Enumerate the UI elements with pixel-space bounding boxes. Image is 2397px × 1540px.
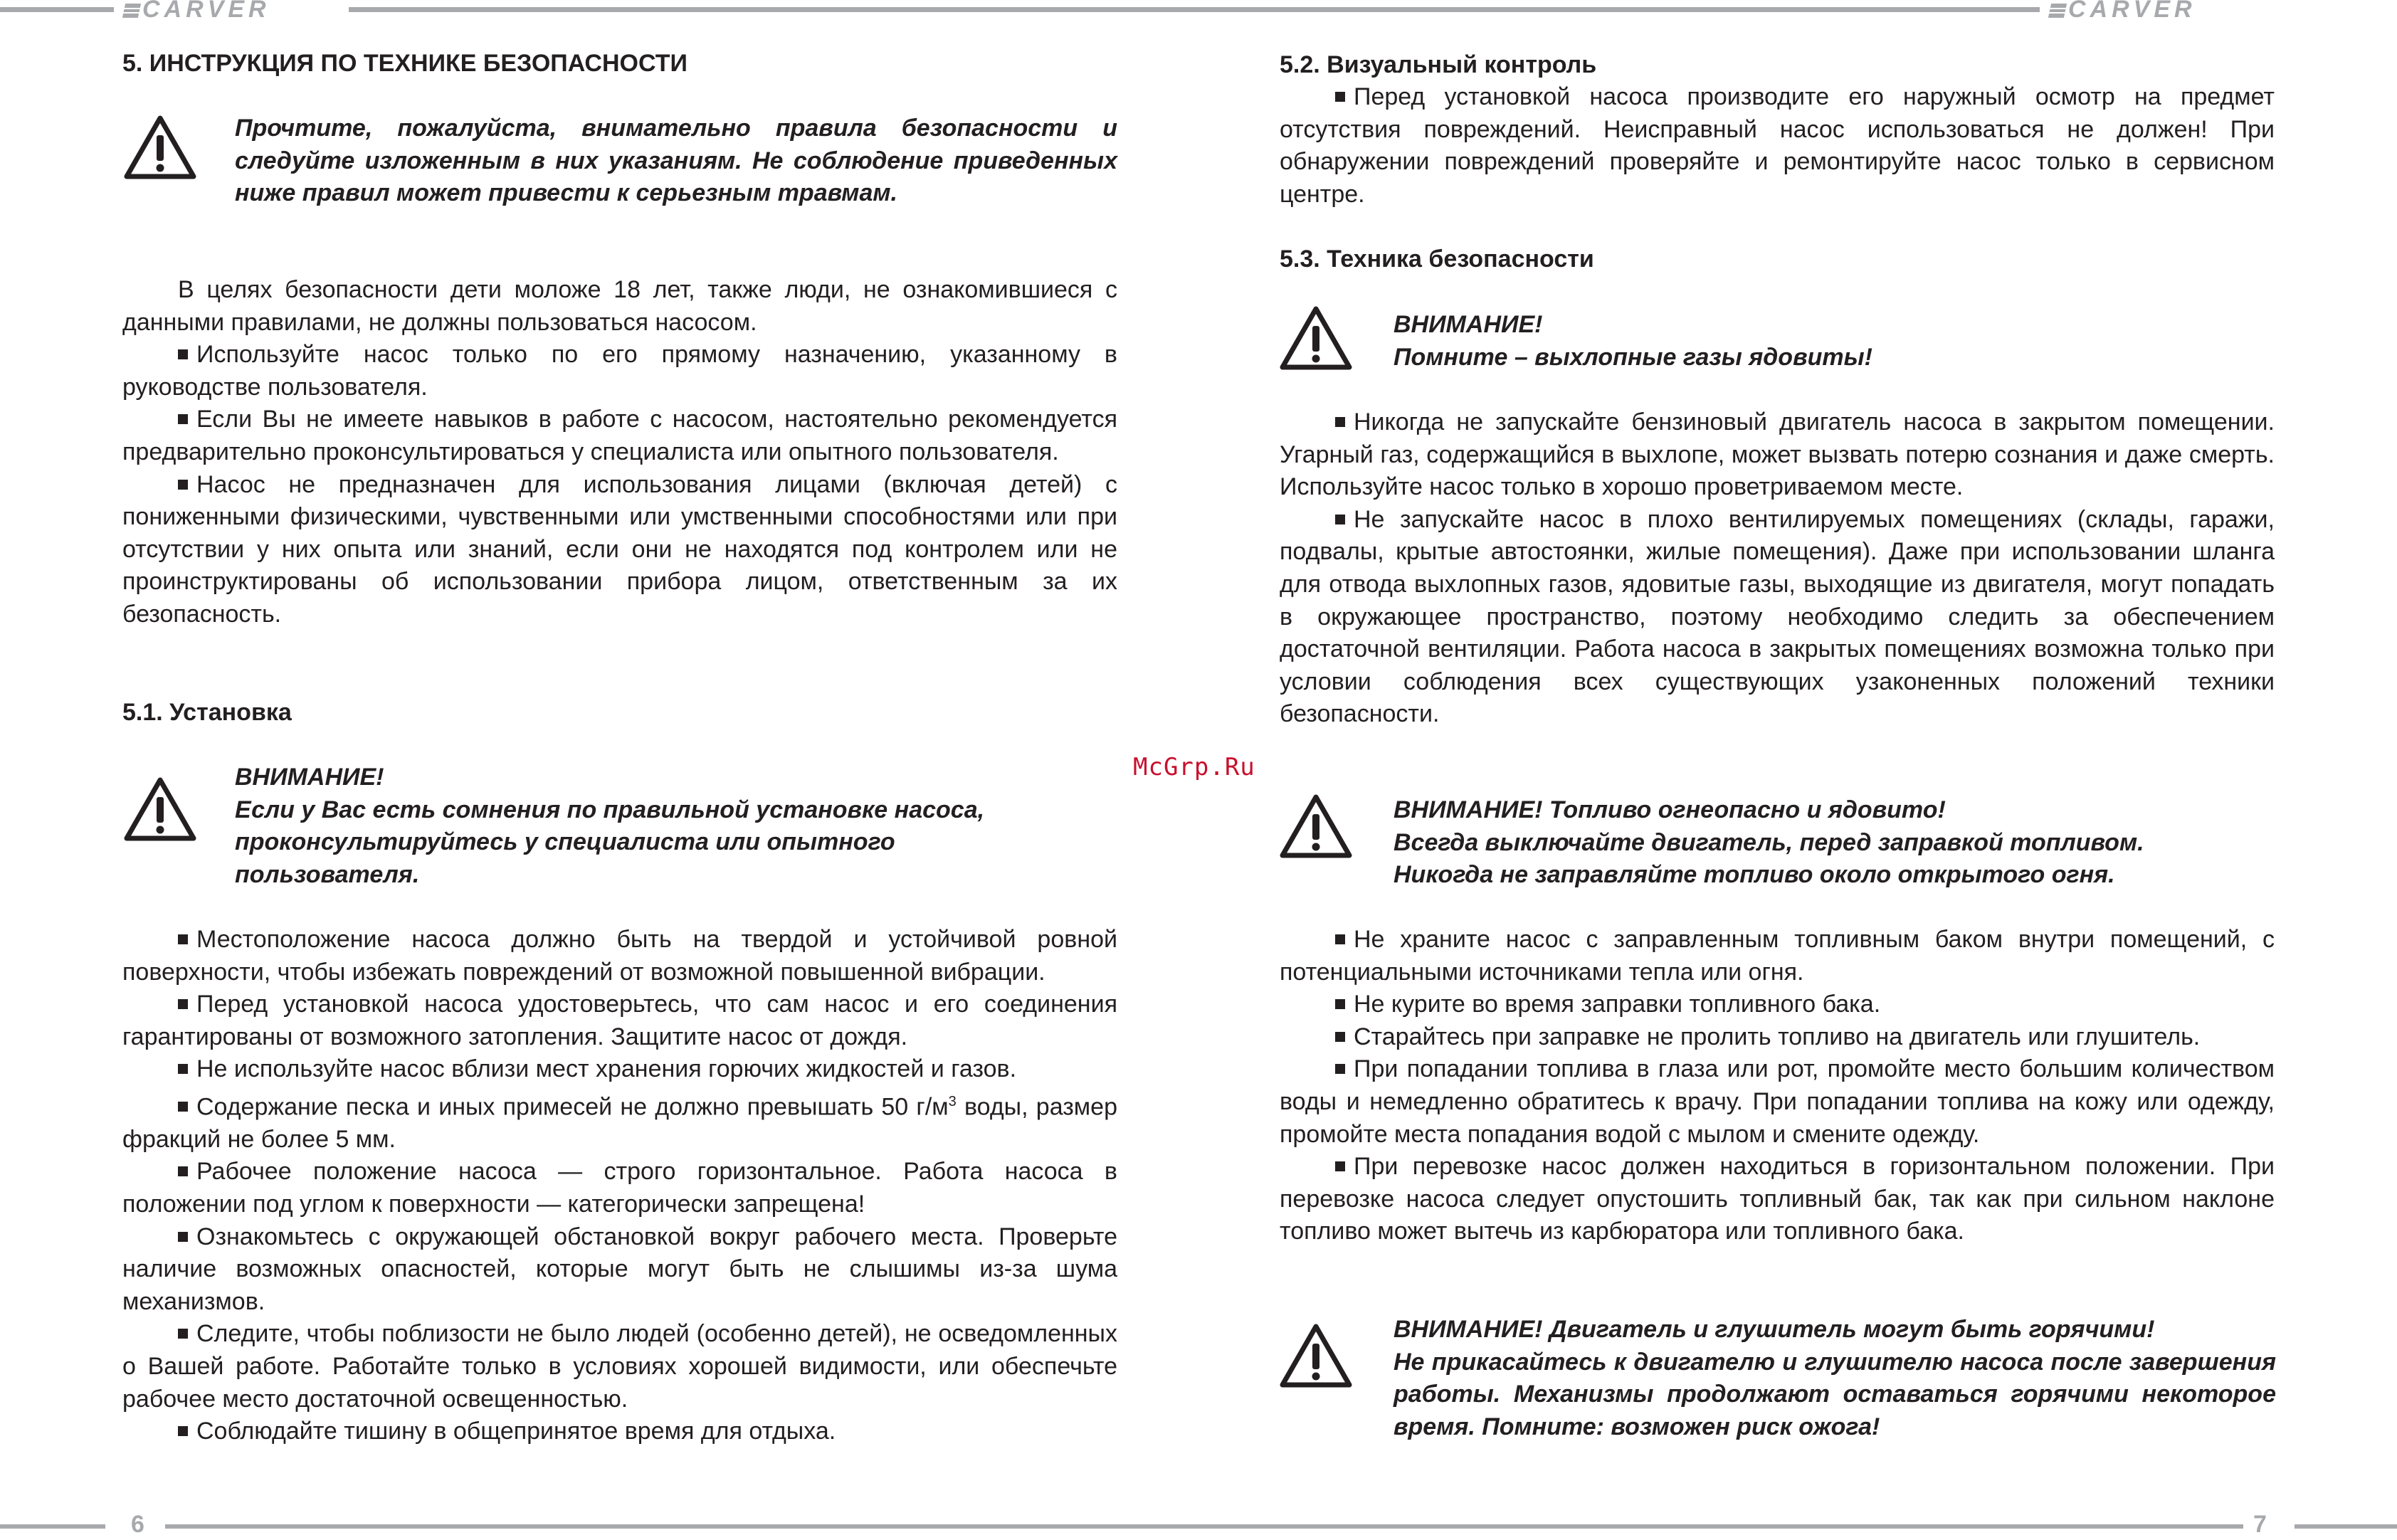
logo-mark-icon [2048, 4, 2067, 18]
warning-triangle-icon [1278, 1322, 1354, 1391]
bullet-icon [178, 1166, 188, 1176]
warning-triangle-icon [122, 114, 198, 182]
page-number: 6 [122, 1509, 153, 1540]
bullet-item: Используйте насос только по его прямому назначению, указанному в руководстве пользователя. [122, 341, 1117, 401]
header-rule [1198, 7, 2040, 12]
bullet-icon [1335, 999, 1345, 1009]
section-heading-installation: 5.1. Установка [122, 699, 292, 726]
hot-engine-warning: ВНИМАНИЕ! Двигатель и глушитель могут быть горячими! Не прикасайтесь к двигателю и глушителю насоса после завершения работы. Механизмы продолжают оставаться горячими некоторое время. Помните: возможен риск ожога! [1394, 1316, 2276, 1440]
bullet-item: При попадании топлива в глаза или рот, промойте место большим количеством воды и немедленно обратитесь к врачу. При попадании топлива на кожу или одежду, промойте места попадания водой с мылом и смените одежду. [1280, 1055, 2275, 1148]
bullet-item: Не курите во время заправки топливного бака. [1280, 988, 2275, 1021]
header-rule [0, 7, 114, 12]
page-number: 7 [2245, 1509, 2275, 1540]
fuel-warning: ВНИМАНИЕ! Топливо огнеопасно и ядовито! Всегда выключайте двигатель, перед заправкой топливом. Никогда не заправляйте топливо около открытого огня. [1394, 796, 2144, 889]
bullet-icon [178, 480, 188, 490]
section-heading-visual: 5.2. Визуальный контроль [1280, 51, 1597, 78]
bullet-item: Если Вы не имеете навыков в работе с насосом, настоятельно рекомендуется предварительно проконсультироваться у специалиста или опытного пользователя. [122, 406, 1117, 465]
bullet-icon [178, 1232, 188, 1242]
bullet-item: Следите, чтобы поблизости не было людей (особенно детей), не осведомленных о Вашей работе. Работайте только в условиях хорошей видимости, или обеспечьте рабочее место достаточной освещенностью. [122, 1320, 1117, 1413]
right-page [1198, 0, 2397, 1539]
bullet-item: Ознакомьтесь с окружающей обстановкой вокруг рабочего места. Проверьте наличие возможных опасностей, которые могут быть не слышимы из-за шума механизмов. [122, 1223, 1117, 1315]
brand-logo: CARVER [2040, 0, 2206, 20]
exhaust-text [1280, 406, 2275, 731]
page-title: 5. ИНСТРУКЦИЯ ПО ТЕХНИКЕ БЕЗОПАСНОСТИ [122, 50, 688, 77]
bullet-item: Местоположение насоса должно быть на твердой и устойчивой ровной поверхности, чтобы избежать повреждений от возможной повышенной вибрации. [122, 926, 1117, 986]
bullet-item: Насос не предназначен для использования лицами (включая детей) с пониженными физическими, чувственными или умственными способностями или при отсутствии у них опыта или знаний, если они не находятся под контролем или не проинструктированы об использовании прибора лицом, ответственным за их безопасность. [122, 470, 1117, 628]
bullet-item: Старайтесь при заправке не пролить топливо на двигатель или глушитель. [1280, 1021, 2275, 1054]
bullet-icon [1335, 1032, 1345, 1042]
footer-rule [165, 1524, 1198, 1529]
installation-warning: ВНИМАНИЕ! Если у Вас есть сомнения по правильной установке насоса, проконсультируйтесь у специалиста или опытного пользователя. [235, 764, 985, 888]
bullet-icon [178, 1064, 188, 1074]
bullet-icon [178, 934, 188, 944]
watermark-text: McGrp.Ru [1133, 753, 1255, 781]
warning-triangle-icon [122, 776, 198, 844]
footer-rule [0, 1524, 105, 1529]
installation-text [122, 924, 1117, 1448]
bullet-item: Соблюдайте тишину в общепринятое время для отдыха. [122, 1415, 1117, 1448]
visual-text [1280, 81, 2275, 211]
bullet-item: Содержание песка и иных примесей не должно превышать 50 $г/м^3$ воды, размер фракций не более 5 мм. [122, 1093, 1117, 1153]
bullet-icon [1335, 1064, 1345, 1074]
section-heading-safety: 5.3. Техника безопасности [1280, 246, 1594, 273]
left-page [0, 0, 1198, 1539]
header-rule [349, 7, 1198, 12]
fuel-text [1280, 924, 2275, 1248]
bullet-item: Перед установкой насоса удостоверьтесь, что сам насос и его соединения гарантированы от возможного затопления. Защитите насос от дождя. [122, 991, 1117, 1050]
bullet-item: Никогда не запускайте бензиновый двигатель насоса в закрытом помещении. Угарный газ, содержащийся в выхлопе, может вызвать потерю сознания и даже смерть. Используйте насос только в хорошо проветриваемом месте. [1280, 408, 2275, 501]
footer-rule [2295, 1524, 2397, 1529]
bullet-icon [1335, 934, 1345, 944]
intro-warning: Прочтите, пожалуйста, внимательно правила безопасности и следуйте изложенным в них указаниям. Не соблюдение приведенных ниже правил может привести к серьезным травмам. [235, 115, 1117, 207]
intro-text [122, 274, 1117, 631]
bullet-icon [178, 999, 188, 1009]
bullet-item: При перевозке насос должен находиться в горизонтальном положении. При перевозке насоса следует опустошить топливный бак, так как при сильном наклоне топливо может вытечь из карбюратора или топливного бака. [1280, 1153, 2275, 1245]
exhaust-warning: ВНИМАНИЕ! Помните – выхлопные газы ядовиты! [1394, 311, 1872, 371]
bullet-icon [178, 414, 188, 424]
bullet-item: Перед установкой насоса производите его наружный осмотр на предмет отсутствия повреждений. Неисправный насос использоваться не должен! При обнаружении повреждений проверяйте и ремонтируйте насос только в сервисном центре. [1280, 83, 2275, 208]
bullet-icon [178, 349, 188, 359]
paragraph: В целях безопасности дети моложе 18 лет, также люди, не ознакомившиеся с данными правилами, не должны пользоваться насосом. [122, 276, 1117, 336]
bullet-icon [1335, 1161, 1345, 1171]
warning-triangle-icon [1278, 305, 1354, 373]
bullet-item: Не храните насос с заправленным топливным баком внутри помещений, с потенциальными источниками тепла или огня. [1280, 926, 2275, 986]
logo-mark-icon [122, 4, 141, 18]
bullet-icon [178, 1102, 188, 1112]
warning-triangle-icon [1278, 793, 1354, 861]
brand-logo: CARVER [114, 0, 280, 20]
bullet-item: Рабочее положение насоса — строго горизонтальное. Работа насоса в положении под углом к поверхности — категорически запрещена! [122, 1158, 1117, 1218]
bullet-item: Не используйте насос вблизи мест хранения горючих жидкостей и газов. [122, 1053, 1117, 1086]
bullet-item: Не запускайте насос в плохо вентилируемых помещениях (склады, гаражи, подвалы, крытые автостоянки, жилые помещения). Даже при использовании шланга для отвода выхлопных газов, ядовитые газы, выходящие из двигателя, могут попадать в окружающее пространство, поэтому необходимо следить за обеспечением достаточной вентиляции. Работа насоса в закрытых помещениях возможна только при условии соблюдения всех существующих узаконенных положений техники безопасности. [1280, 505, 2275, 728]
bullet-icon [1335, 92, 1345, 102]
footer-rule [1198, 1524, 2243, 1529]
bullet-icon [1335, 417, 1345, 427]
bullet-icon [178, 1329, 188, 1339]
bullet-icon [178, 1426, 188, 1436]
bullet-icon [1335, 515, 1345, 524]
